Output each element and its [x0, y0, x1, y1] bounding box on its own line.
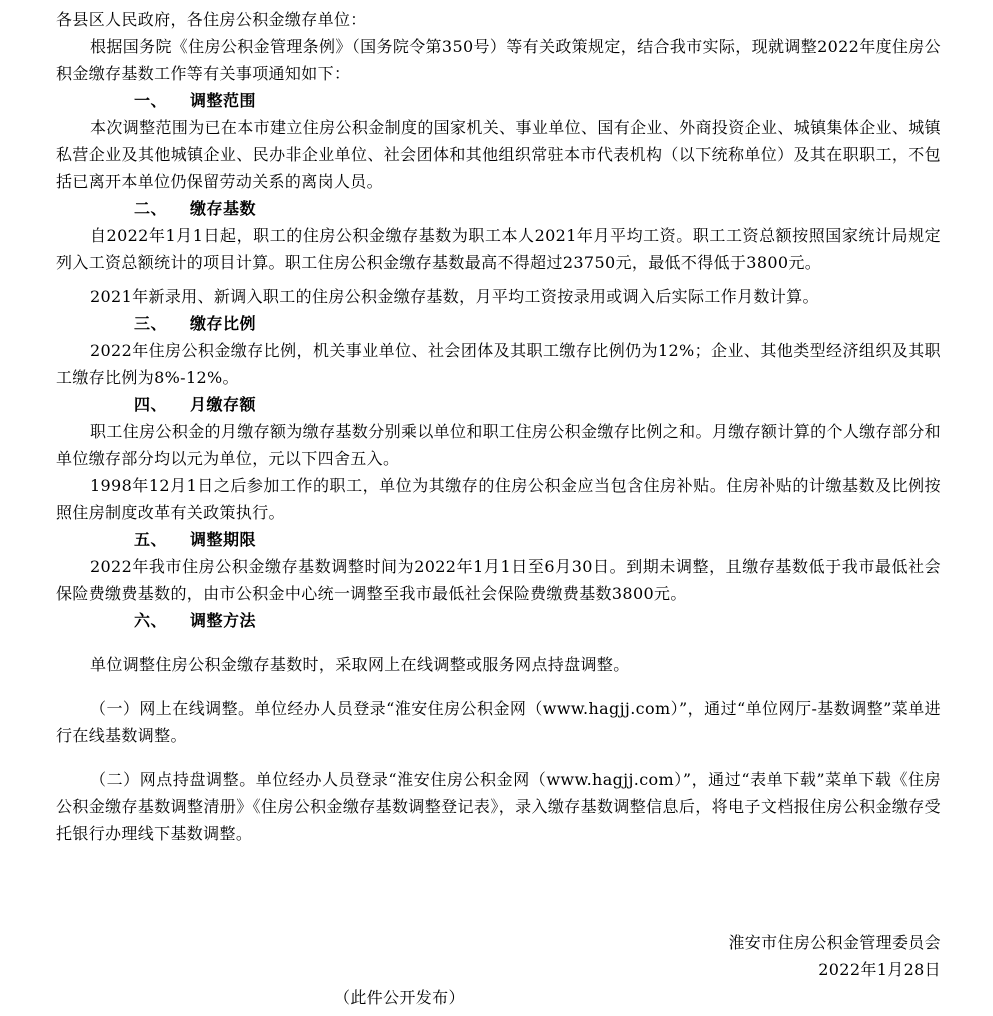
section-title: 调整范围 — [190, 91, 257, 110]
paragraph: 2022年我市住房公积金缴存基数调整时间为2022年1月1日至6月30日。到期未调整，且缴存基数低于我市最低社会保险费缴费基数的，由市公积金中心统一调整至我市最低社会保险费缴费基数3800元。 — [56, 557, 941, 603]
paragraph: 单位调整住房公积金缴存基数时，采取网上在线调整或服务网点持盘调整。 — [90, 655, 630, 674]
section-number: 二、 — [134, 199, 168, 218]
section-number: 三、 — [134, 314, 168, 333]
paragraph: 2022年住房公积金缴存比例，机关事业单位、社会团体及其职工缴存比例仍为12%；企业、其他类型经济组织及其职工缴存比例为8%-12%。 — [56, 341, 941, 387]
section-number: 四、 — [134, 395, 168, 414]
section-heading-1 — [56, 87, 941, 114]
section-number: 五、 — [134, 530, 168, 549]
paragraph: （一）网上在线调整。单位经办人员登录“淮安住房公积金网（www.hagjj.com）”，通过“单位网厅-基数调整”菜单进行在线基数调整。 — [56, 699, 941, 745]
section-number: 六、 — [134, 611, 168, 630]
section-title: 缴存比例 — [190, 314, 257, 333]
document-body — [56, 0, 941, 847]
section-heading-2 — [56, 195, 941, 222]
section-heading-6 — [56, 607, 941, 634]
section-title: 缴存基数 — [190, 199, 257, 218]
paragraph: 本次调整范围为已在本市建立住房公积金制度的国家机关、事业单位、国有企业、外商投资企业、城镇集体企业、城镇私营企业及其他城镇企业、民办非企业单位、社会团体和其他组织常驻本市代表机构（以下统称单位）及其在职职工，不包括已离开本单位仍保留劳动关系的离岗人员。 — [56, 118, 941, 191]
intro-paragraph: 根据国务院《住房公积金管理条例》（国务院令第350号）等有关政策规定，结合我市实际，现就调整2022年度住房公积金缴存基数工作等有关事项通知如下： — [56, 37, 941, 83]
salutation: 各县区人民政府，各住房公积金缴存单位： — [56, 10, 367, 29]
paragraph: 职工住房公积金的月缴存额为缴存基数分别乘以单位和职工住房公积金缴存比例之和。月缴存额计算的个人缴存部分和单位缴存部分均以元为单位，元以下四舍五入。 — [56, 422, 941, 468]
section-title: 调整期限 — [190, 530, 257, 549]
section-heading-5 — [56, 526, 941, 553]
section-heading-4 — [56, 391, 941, 418]
signature-date: 2022年1月28日 — [818, 960, 941, 979]
paragraph: 自2022年1月1日起，职工的住房公积金缴存基数为职工本人2021年月平均工资。职工工资总额按照国家统计局规定列入工资总额统计的项目计算。职工住房公积金缴存基数最高不得超过23750元，最低不得低于3800元。 — [56, 226, 941, 272]
section-number: 一、 — [134, 91, 168, 110]
section-title: 调整方法 — [190, 611, 257, 630]
publication-note: （此件公开发布） — [334, 988, 465, 1007]
section-heading-3 — [56, 310, 941, 337]
paragraph: 1998年12月1日之后参加工作的职工，单位为其缴存的住房公积金应当包含住房补贴。住房补贴的计缴基数及比例按照住房制度改革有关政策执行。 — [56, 476, 941, 522]
paragraph: 2021年新录用、新调入职工的住房公积金缴存基数，月平均工资按录用或调入后实际工作月数计算。 — [90, 287, 819, 306]
section-title: 月缴存额 — [190, 395, 257, 414]
signature-organization: 淮安市住房公积金管理委员会 — [728, 933, 941, 952]
paragraph: （二）网点持盘调整。单位经办人员登录“淮安住房公积金网（www.hagjj.com）”，通过“表单下载”菜单下载《住房公积金缴存基数调整清册》《住房公积金缴存基数调整登记表》，录入缴存基数调整信息后，将电子文档报住房公积金缴存受托银行办理线下基数调整。 — [56, 770, 941, 843]
